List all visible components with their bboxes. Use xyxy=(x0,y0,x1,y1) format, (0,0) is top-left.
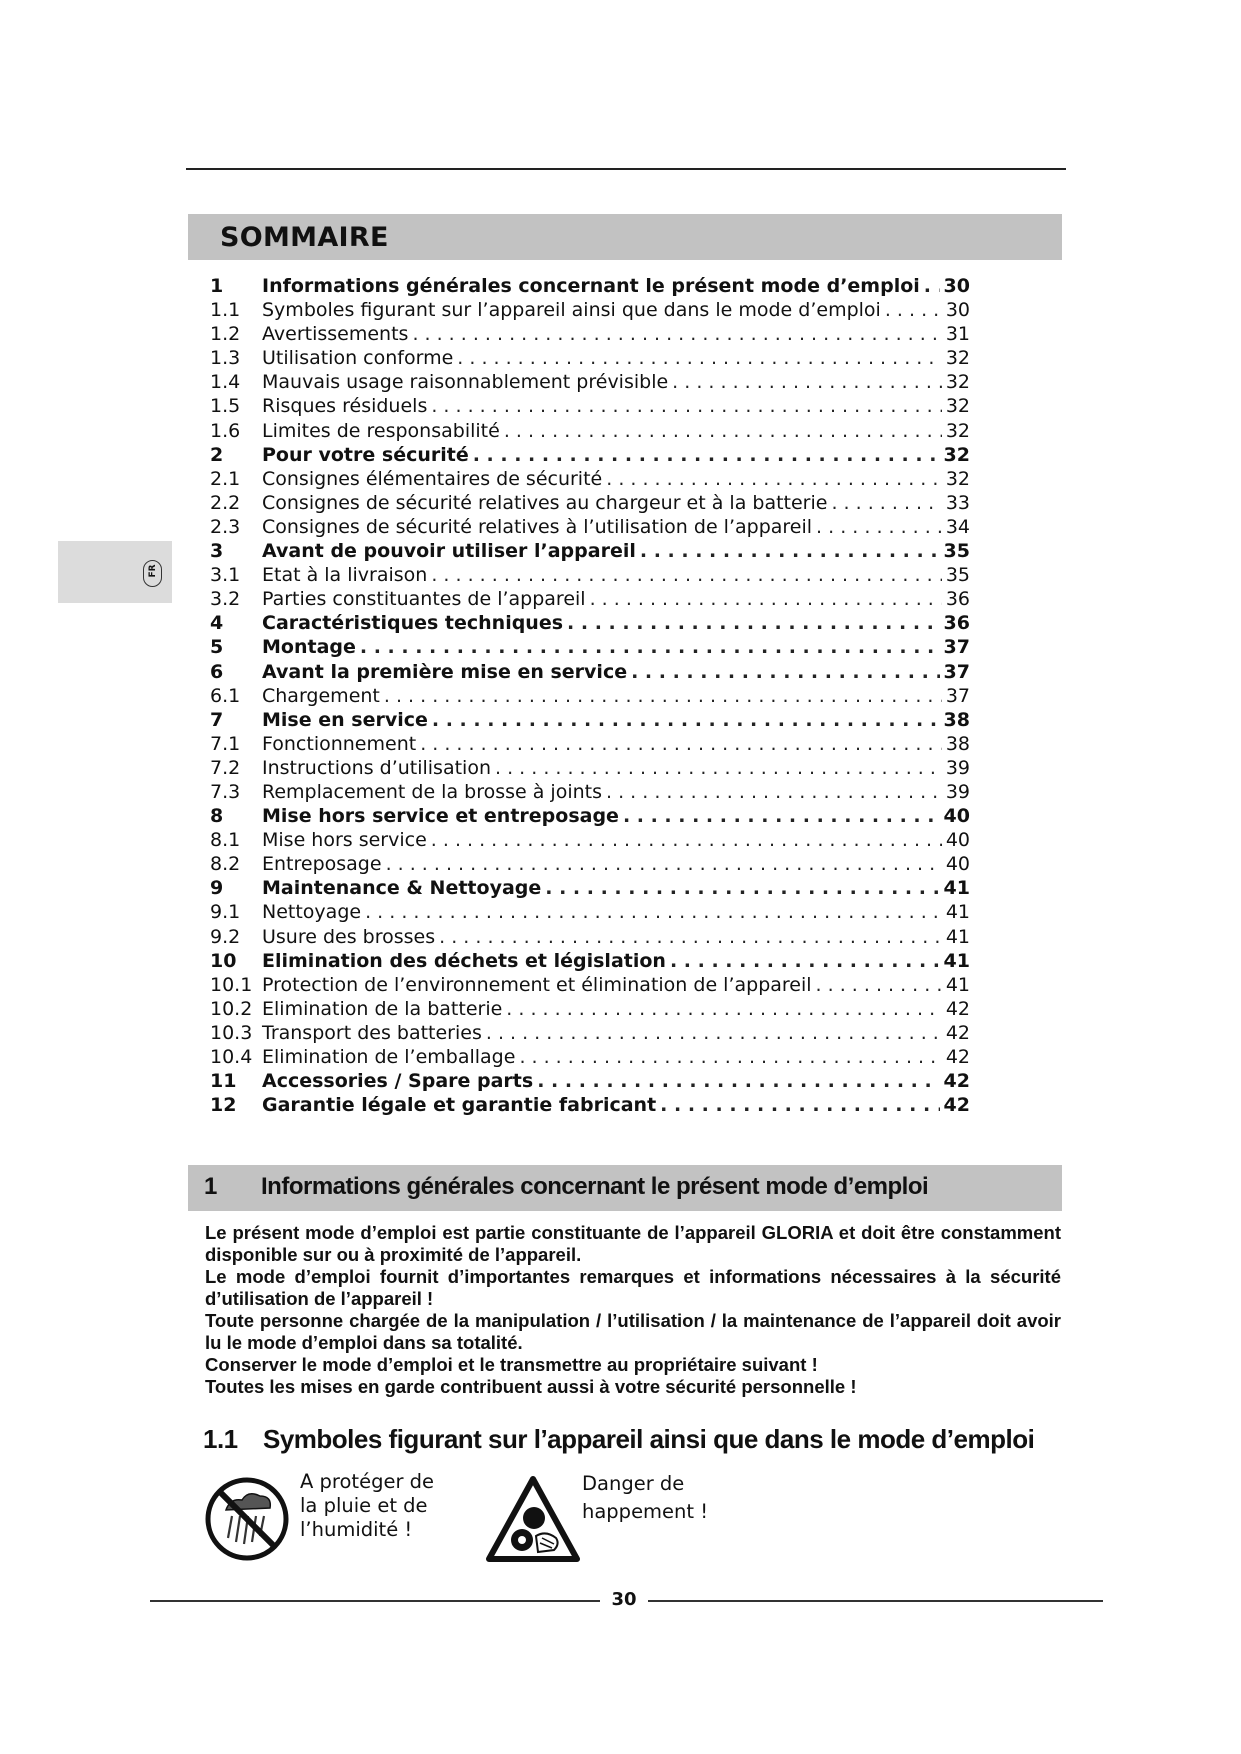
toc-entry-page: 42 xyxy=(945,1021,970,1044)
top-rule xyxy=(186,168,1066,170)
section-1-1-title: Symboles figurant sur l’appareil ainsi que dans le mode d’emploi xyxy=(263,1424,1035,1454)
toc-entry-page: 35 xyxy=(945,564,970,587)
toc-entry-page: 40 xyxy=(943,805,970,828)
toc-entry xyxy=(210,588,970,612)
toc-entry-title: Protection de l’environnement et élimination de l’appareil xyxy=(262,973,812,996)
toc-entry-page: 32 xyxy=(945,467,970,490)
toc-dot-leader xyxy=(473,444,940,466)
toc-dot-leader xyxy=(816,974,942,996)
symbol-1-line: A protéger de xyxy=(300,1470,435,1493)
toc-entry-title: Mise hors service et entreposage xyxy=(262,805,619,828)
toc-entry-number: 9.2 xyxy=(210,925,241,948)
toc-dot-leader xyxy=(432,709,940,731)
toc-dot-leader xyxy=(567,612,940,634)
toc-dot-leader xyxy=(506,998,942,1020)
toc-title: SOMMAIRE xyxy=(220,222,389,253)
intro-paragraph: Toute personne chargée de la manipulation / l’utilisation / la maintenance de l’appareil doit avoir lu le mode d’emploi dans sa totalité. xyxy=(205,1310,1061,1353)
toc-entry xyxy=(210,516,970,540)
toc-dot-leader xyxy=(365,901,942,923)
toc-entry-number: 2.2 xyxy=(210,491,241,514)
toc-dot-leader xyxy=(623,805,940,827)
toc-entry xyxy=(210,829,970,853)
toc-entry-title: Instructions d’utilisation xyxy=(262,756,491,779)
symbol-2-caption xyxy=(582,1470,708,1526)
toc-entry xyxy=(210,926,970,950)
toc-entry-page: 32 xyxy=(945,419,970,442)
toc-entry-number: 4 xyxy=(210,612,224,635)
toc-entry-page: 30 xyxy=(943,275,970,297)
symbol-1-line: l’humidité ! xyxy=(300,1518,413,1541)
intro-paragraph: Le mode d’emploi fournit d’importantes remarques et informations nécessaires à la sécurité d’utilisation de l’appareil ! xyxy=(205,1266,1061,1309)
section-1-intro xyxy=(205,1222,1061,1398)
toc-entry xyxy=(210,371,970,395)
toc-dot-leader xyxy=(545,877,939,899)
toc-dot-leader xyxy=(431,395,941,417)
toc-entry xyxy=(210,540,970,564)
section-1-1-heading xyxy=(203,1424,1034,1455)
toc-entry-number: 1.6 xyxy=(210,419,241,442)
toc-entry-title: Mise en service xyxy=(262,708,428,731)
toc-entry xyxy=(210,1046,970,1070)
toc-entry-title: Consignes de sécurité relatives au chargeur et à la batterie xyxy=(262,491,828,514)
toc-entry-page: 35 xyxy=(943,540,970,563)
toc-entry-title: Nettoyage xyxy=(262,901,362,924)
toc-entry-number: 9 xyxy=(210,877,224,900)
toc-entry-page: 36 xyxy=(945,588,970,611)
toc-dot-leader xyxy=(672,371,942,393)
toc-dot-leader xyxy=(519,1046,941,1068)
toc-entry-title: Etat à la livraison xyxy=(262,564,428,587)
toc-entry xyxy=(210,468,970,492)
toc-entry-number: 1.1 xyxy=(210,299,241,322)
toc-entry-title: Garantie légale et garantie fabricant xyxy=(262,1094,657,1117)
toc-entry-number: 10.2 xyxy=(210,997,253,1020)
toc-entry-title: Parties constituantes de l’appareil xyxy=(262,588,586,611)
toc-entry-title: Entreposage xyxy=(262,853,382,876)
toc-entry-number: 9.1 xyxy=(210,901,241,924)
toc-entry-number: 7 xyxy=(210,708,224,731)
toc-entry-page: 37 xyxy=(943,636,970,659)
toc-entry xyxy=(210,685,970,709)
toc-entry-page: 41 xyxy=(943,949,970,972)
toc-entry xyxy=(210,733,970,757)
toc-entry-number: 7.2 xyxy=(210,756,241,779)
toc-entry xyxy=(210,974,970,998)
toc-entry-title: Fonctionnement xyxy=(262,732,417,755)
no-rain-icon xyxy=(204,1476,290,1562)
toc-entry-page: 32 xyxy=(945,395,970,418)
toc-dot-leader xyxy=(885,299,942,321)
toc-dot-leader xyxy=(439,926,942,948)
toc-entry xyxy=(210,275,970,299)
toc-entry-title: Mauvais usage raisonnablement prévisible xyxy=(262,371,669,394)
toc-entry-page: 40 xyxy=(945,829,970,852)
toc-entry xyxy=(210,998,970,1022)
symbol-1-line: la pluie et de xyxy=(300,1494,428,1517)
toc-entry xyxy=(210,444,970,468)
section-1-title: Informations générales concernant le présent mode d’emploi xyxy=(261,1173,929,1200)
toc-entry-page: 32 xyxy=(943,443,970,466)
toc-entry-title: Limites de responsabilité xyxy=(262,419,500,442)
toc-entry-title: Utilisation conforme xyxy=(262,347,454,370)
toc-entry-title: Avant de pouvoir utiliser l’appareil xyxy=(262,540,636,563)
toc-entry-number: 12 xyxy=(210,1094,237,1117)
toc-dot-leader xyxy=(924,275,940,297)
toc-dot-leader xyxy=(660,1094,939,1116)
toc-entry-number: 2.1 xyxy=(210,467,241,490)
toc-entry-page: 41 xyxy=(945,925,970,948)
language-tab xyxy=(58,541,172,603)
toc-dot-leader xyxy=(831,492,941,514)
toc-entry xyxy=(210,420,970,444)
toc-entry xyxy=(210,636,970,660)
toc-entry-number: 3.1 xyxy=(210,564,241,587)
toc-entry-number: 10.3 xyxy=(210,1021,253,1044)
toc-entry xyxy=(210,395,970,419)
toc-entry-number: 6.1 xyxy=(210,684,241,707)
toc-entry-number: 7.1 xyxy=(210,732,241,755)
section-1-number: 1 xyxy=(204,1173,218,1200)
toc-header-band xyxy=(188,214,1062,260)
toc-entry-title: Pour votre sécurité xyxy=(262,443,469,466)
toc-entry-page: 42 xyxy=(943,1094,970,1117)
toc-entry-page: 32 xyxy=(945,371,970,394)
intro-paragraph: Conserver le mode d’emploi et le transmettre au propriétaire suivant ! xyxy=(205,1354,818,1375)
toc-dot-leader xyxy=(495,757,942,779)
toc-entry xyxy=(210,805,970,829)
toc-entry-page: 34 xyxy=(945,515,970,538)
toc-entry-page: 32 xyxy=(945,347,970,370)
toc-entry-number: 10.4 xyxy=(210,1046,253,1068)
toc-entry xyxy=(210,950,970,974)
toc-entry xyxy=(210,781,970,805)
toc-entry-title: Caractéristiques techniques xyxy=(262,612,564,635)
toc-entry xyxy=(210,853,970,877)
toc-entry xyxy=(210,323,970,347)
toc-entry-title: Elimination de l’emballage xyxy=(262,1046,516,1068)
toc-entry-number: 10.1 xyxy=(210,973,253,996)
toc-entry-number: 2 xyxy=(210,443,224,466)
toc-entry-number: 8.2 xyxy=(210,853,241,876)
toc-dot-leader xyxy=(412,323,941,345)
toc-entry-title: Montage xyxy=(262,636,356,659)
toc-entry xyxy=(210,564,970,588)
toc-entry xyxy=(210,709,970,733)
symbol-1-caption xyxy=(300,1470,434,1542)
toc-entry-page: 38 xyxy=(943,708,970,731)
toc-entry-page: 38 xyxy=(945,732,970,755)
toc-entry-number: 1.3 xyxy=(210,347,241,370)
toc-entry xyxy=(210,757,970,781)
toc-dot-leader xyxy=(486,1022,942,1044)
intro-paragraph: Le présent mode d’emploi est partie constituante de l’appareil GLORIA et doit être constamment disponible sur ou à proximité de l’appareil. xyxy=(205,1222,1061,1265)
toc-entry-page: 40 xyxy=(945,853,970,876)
toc-entry xyxy=(210,1022,970,1046)
footer-rule-right xyxy=(648,1600,1103,1602)
toc-entry-number: 1.4 xyxy=(210,371,241,394)
toc-entry-number: 1.5 xyxy=(210,395,241,418)
toc-entry-number: 3.2 xyxy=(210,588,241,611)
toc-entry-title: Avertissements xyxy=(262,323,409,346)
toc-entry-page: 39 xyxy=(945,756,970,779)
toc-entry-title: Usure des brosses xyxy=(262,925,436,948)
toc-entry-title: Consignes de sécurité relatives à l’utilisation de l’appareil xyxy=(262,515,813,538)
toc-entry xyxy=(210,661,970,685)
toc-entry-title: Consignes élémentaires de sécurité xyxy=(262,467,603,490)
toc-dot-leader xyxy=(606,781,942,803)
entanglement-warning-icon xyxy=(484,1474,582,1564)
toc-dot-leader xyxy=(816,516,942,538)
toc-dot-leader xyxy=(431,829,942,851)
toc-entry-title: Maintenance & Nettoyage xyxy=(262,877,542,900)
toc-entry xyxy=(210,1094,970,1118)
toc-entry-title: Informations générales concernant le présent mode d’emploi xyxy=(262,275,920,297)
toc-entry-page: 42 xyxy=(945,997,970,1020)
toc-entry xyxy=(210,877,970,901)
intro-paragraph: Toutes les mises en garde contribuent aussi à votre sécurité personnelle ! xyxy=(205,1376,857,1397)
toc-entry-page: 36 xyxy=(943,612,970,635)
toc-entry-number: 1 xyxy=(210,275,224,297)
toc-entry xyxy=(210,492,970,516)
toc-entry-page: 42 xyxy=(945,1046,970,1068)
toc-entry-title: Symboles figurant sur l’appareil ainsi que dans le mode d’emploi xyxy=(262,299,881,322)
toc-entry-title: Risques résiduels xyxy=(262,395,428,418)
toc-entry-number: 11 xyxy=(210,1070,237,1093)
toc-entry-page: 31 xyxy=(945,323,970,346)
toc-entry-title: Remplacement de la brosse à joints xyxy=(262,780,603,803)
toc-entry-title: Chargement xyxy=(262,684,380,707)
toc-entry-number: 1.2 xyxy=(210,323,241,346)
language-badge xyxy=(143,560,162,587)
toc-dot-leader xyxy=(384,685,942,707)
toc-entry-number: 2.3 xyxy=(210,515,241,538)
toc-dot-leader xyxy=(670,950,940,972)
toc-dot-leader xyxy=(537,1070,939,1092)
toc-entry-title: Transport des batteries xyxy=(262,1021,482,1044)
toc-entry-page: 39 xyxy=(945,780,970,803)
section-1-header-band xyxy=(188,1165,1062,1211)
toc-entry-number: 10 xyxy=(210,949,237,972)
toc-dot-leader xyxy=(590,588,942,610)
toc-entry xyxy=(210,612,970,636)
toc-entry-title: Elimination des déchets et législation xyxy=(262,949,666,972)
toc-entry xyxy=(210,347,970,371)
toc-entry-title: Avant la première mise en service xyxy=(262,660,628,683)
toc-entry-page: 42 xyxy=(943,1070,970,1093)
toc-entry-page: 41 xyxy=(945,901,970,924)
language-label: FR xyxy=(148,564,158,578)
section-1-1-number: 1.1 xyxy=(203,1424,238,1454)
table-of-contents xyxy=(210,275,970,1118)
toc-entry-page: 30 xyxy=(945,299,970,322)
toc-entry xyxy=(210,901,970,925)
toc-entry-number: 8.1 xyxy=(210,829,241,852)
toc-dot-leader xyxy=(457,347,942,369)
toc-entry-number: 8 xyxy=(210,805,224,828)
toc-entry-number: 5 xyxy=(210,636,224,659)
toc-entry xyxy=(210,1070,970,1094)
toc-entry-title: Mise hors service xyxy=(262,829,427,852)
toc-dot-leader xyxy=(431,564,941,586)
symbol-2-line: happement ! xyxy=(582,1500,709,1523)
toc-entry-page: 33 xyxy=(945,491,970,514)
toc-entry-number: 7.3 xyxy=(210,780,241,803)
footer-rule-left xyxy=(150,1600,600,1602)
toc-dot-leader xyxy=(386,853,942,875)
toc-dot-leader xyxy=(504,420,942,442)
toc-entry xyxy=(210,299,970,323)
page-number: 30 xyxy=(611,1589,637,1610)
toc-entry-number: 6 xyxy=(210,660,224,683)
toc-entry-page: 37 xyxy=(945,684,970,707)
toc-dot-leader xyxy=(420,733,942,755)
toc-dot-leader xyxy=(631,661,939,683)
toc-entry-title: Accessories / Spare parts xyxy=(262,1070,534,1093)
toc-entry-page: 41 xyxy=(943,877,970,900)
toc-dot-leader xyxy=(640,540,940,562)
toc-entry-title: Elimination de la batterie xyxy=(262,997,503,1020)
toc-dot-leader xyxy=(606,468,942,490)
toc-entry-number: 3 xyxy=(210,540,224,563)
toc-entry-page: 41 xyxy=(945,973,970,996)
toc-dot-leader xyxy=(360,636,940,658)
symbol-2-line: Danger de xyxy=(582,1472,685,1495)
toc-entry-page: 37 xyxy=(943,660,970,683)
